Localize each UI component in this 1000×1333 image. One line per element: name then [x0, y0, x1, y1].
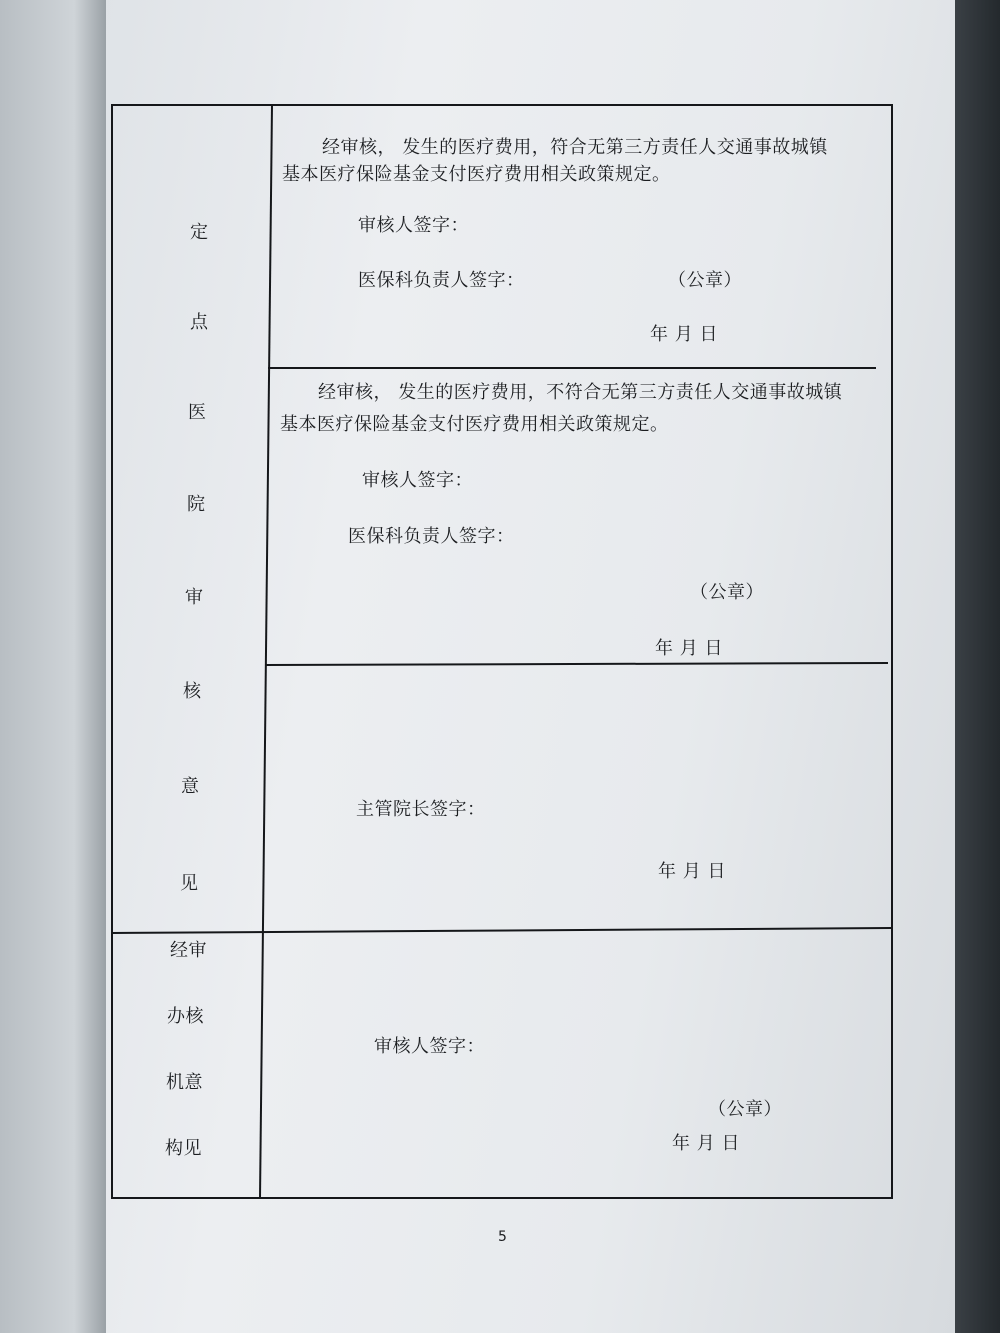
- date-label: 年 月 日: [650, 324, 718, 345]
- dept-head-signature-label: 医保科负责人签字：: [358, 270, 525, 291]
- form-grid-lines: [110, 100, 900, 1200]
- label-char: 审: [185, 587, 203, 608]
- reject-statement-line1: 经审核， 发生的医疗费用，不符合无第三方责任人交通事故城镇: [318, 382, 843, 403]
- label-char: 点: [190, 312, 208, 333]
- date-label: 年 月 日: [655, 638, 723, 659]
- approve-statement-line1: 经审核， 发生的医疗费用，符合无第三方责任人交通事故城镇: [322, 137, 828, 158]
- review-opinion-form: [110, 100, 900, 1200]
- label-char: 核: [183, 681, 201, 702]
- reject-statement-line2: 基本医疗保险基金支付医疗费用相关政策规定。: [280, 414, 669, 435]
- official-seal-label: （公章）: [708, 1099, 782, 1120]
- page-number: 5: [498, 1229, 507, 1245]
- underlying-page-edge: [0, 0, 106, 1333]
- label-char: 意: [181, 776, 199, 797]
- label-line: 机意: [166, 1072, 203, 1093]
- label-char: 院: [187, 494, 205, 515]
- approve-statement-line2: 基本医疗保险基金支付医疗费用相关政策规定。: [282, 164, 671, 185]
- label-line: 办核: [167, 1006, 204, 1027]
- date-label: 年 月 日: [672, 1133, 740, 1154]
- label-line: 构见: [165, 1138, 202, 1159]
- official-seal-label: （公章）: [668, 270, 742, 291]
- reviewer-signature-label: 审核人签字：: [358, 215, 469, 236]
- label-char: 定: [190, 222, 208, 243]
- date-label: 年 月 日: [658, 861, 726, 882]
- official-seal-label: （公章）: [690, 582, 764, 603]
- reviewer-signature-label: 审核人签字：: [362, 470, 473, 491]
- dept-head-signature-label: 医保科负责人签字：: [348, 526, 515, 547]
- president-signature-label: 主管院长签字：: [356, 799, 486, 820]
- label-char: 见: [180, 873, 198, 894]
- label-line: 经审: [170, 940, 207, 961]
- background-surface: [955, 0, 1000, 1333]
- label-char: 医: [188, 402, 206, 423]
- reviewer-signature-label: 审核人签字：: [374, 1036, 485, 1057]
